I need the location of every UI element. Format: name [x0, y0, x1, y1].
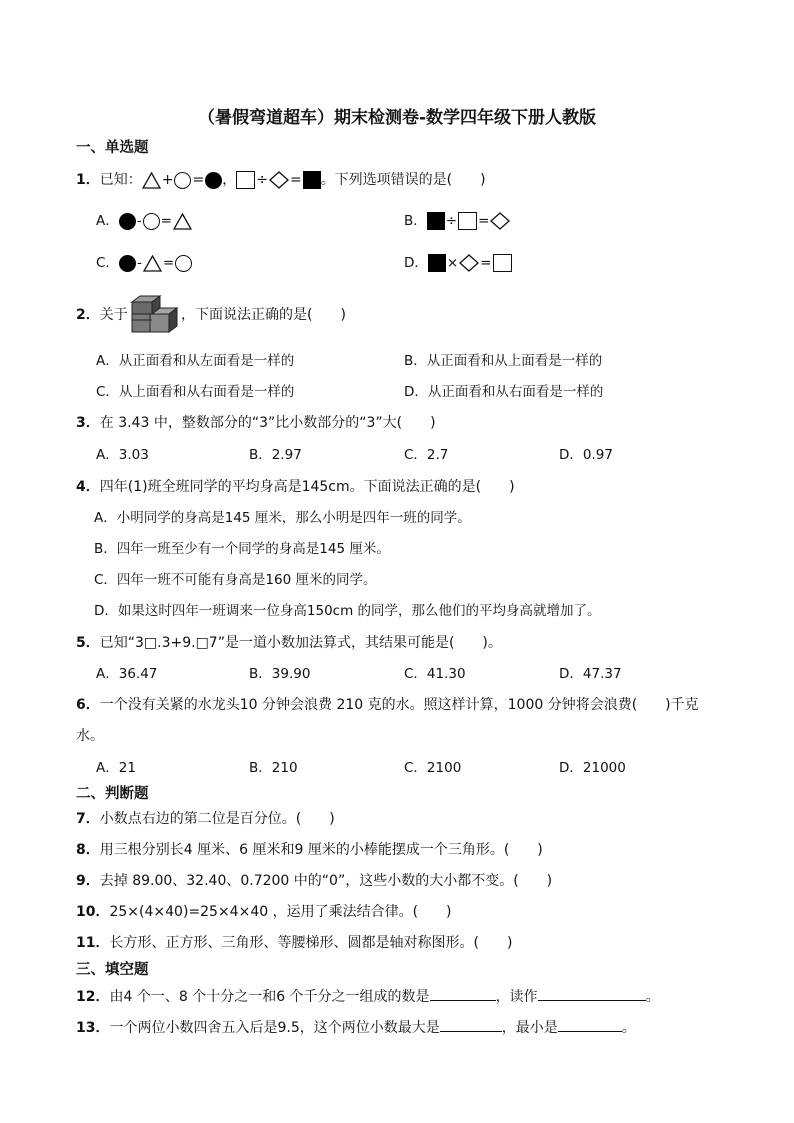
question-text: 。 — [645, 989, 660, 1005]
question-number: 2． — [76, 307, 100, 323]
question-text: 小数点右边的第二位是百分位。( ) — [99, 811, 335, 827]
question-text: 已知“3□.3+9.□7”是一道小数加法算式，其结果可能是( )。 — [99, 635, 502, 651]
minus-sign: - — [136, 213, 142, 229]
square-outline-icon — [493, 254, 512, 272]
square-filled-icon — [428, 254, 446, 272]
question-number: 12． — [76, 989, 110, 1005]
option-b[interactable] — [404, 211, 510, 231]
question-5 — [76, 633, 502, 653]
option-d[interactable]: D．47.37 — [559, 666, 622, 682]
option-d[interactable]: D．21000 — [559, 760, 626, 776]
question-2-suffix: ，下面说法正确的是( ) — [181, 307, 346, 323]
option-b[interactable]: B．从正面看和从上面看是一样的 — [404, 353, 603, 369]
question-text: 去掉 89.00、32.40、0.7200 中的“0”，这些小数的大小都不变。( ) — [99, 873, 553, 889]
question-text: ，最小是 — [501, 1020, 558, 1036]
option-b[interactable]: B．39.90 — [249, 666, 311, 682]
diamond-outline-icon — [490, 212, 510, 230]
question-10 — [76, 902, 452, 922]
plus-sign: + — [161, 172, 174, 188]
question-text: 。下列选项错误的是( ) — [320, 172, 486, 188]
question-number: 10． — [76, 904, 110, 920]
stacked-cubes-icon — [129, 294, 179, 334]
page-title: （暑假弯道超车）期末检测卷-数学四年级下册人教版 — [197, 108, 597, 128]
option-b[interactable]: B．210 — [249, 760, 298, 776]
question-text: 四年(1)班全班同学的平均身高是145cm。下面说法正确的是( ) — [99, 479, 515, 495]
equals-sign: = — [160, 213, 172, 229]
question-3 — [76, 413, 436, 433]
triangle-outline-icon — [142, 172, 161, 189]
square-filled-icon — [303, 171, 321, 189]
section-heading-fill-in: 三、填空题 — [76, 962, 149, 978]
question-number: 8． — [76, 842, 100, 858]
answer-blank[interactable] — [440, 1016, 502, 1032]
question-6-line-2: 水。 — [76, 728, 104, 744]
option-a[interactable]: A．21 — [96, 760, 136, 776]
question-7 — [76, 809, 335, 829]
question-number: 6． — [76, 697, 100, 713]
diamond-outline-icon — [269, 171, 289, 189]
square-outline-icon — [236, 171, 255, 189]
question-text: 一个两位小数四舍五入后是9.5，这个两位小数最大是 — [109, 1020, 440, 1036]
question-13 — [76, 1016, 636, 1038]
option-d[interactable]: D．如果这时四年一班调来一位身高150cm 的同学，那么他们的平均身高就增加了。 — [94, 603, 601, 619]
question-1 — [76, 170, 486, 190]
option-label: D． — [404, 255, 428, 271]
question-11 — [76, 933, 512, 953]
question-2 — [76, 305, 128, 325]
option-a[interactable]: A．从正面看和从左面看是一样的 — [96, 353, 295, 369]
option-c[interactable]: C．从上面看和从右面看是一样的 — [96, 384, 295, 400]
question-text: 由4 个一、8 个十分之一和6 个千分之一组成的数是 — [109, 989, 430, 1005]
option-c[interactable]: C．四年一班不可能有身高是160 厘米的同学。 — [94, 572, 377, 588]
equals-sign: = — [478, 213, 490, 229]
question-text: 在 3.43 中，整数部分的“3”比小数部分的“3”大( ) — [99, 415, 436, 431]
circle-filled-icon — [205, 172, 222, 189]
circle-filled-icon — [119, 255, 136, 272]
circle-outline-icon — [143, 213, 160, 230]
answer-blank[interactable] — [538, 985, 646, 1001]
question-text: 长方形、正方形、三角形、等腰梯形、圆都是轴对称图形。( ) — [109, 935, 513, 951]
question-4 — [76, 477, 515, 497]
answer-blank[interactable] — [430, 985, 496, 1001]
question-9 — [76, 871, 552, 891]
option-a[interactable]: A．小明同学的身高是145 厘米，那么小明是四年一班的同学。 — [94, 510, 471, 526]
circle-filled-icon — [119, 213, 136, 230]
question-text: 。 — [621, 1020, 636, 1036]
diamond-outline-icon — [459, 254, 479, 272]
option-d[interactable] — [404, 253, 512, 273]
equals-sign: = — [192, 172, 205, 188]
divide-sign: ÷ — [445, 213, 458, 229]
option-c[interactable]: C．2.7 — [404, 447, 449, 463]
equals-sign: = — [289, 172, 302, 188]
option-d[interactable]: D．从正面看和从右面看是一样的 — [404, 384, 604, 400]
option-a[interactable] — [96, 211, 192, 231]
square-filled-icon — [427, 212, 445, 230]
question-text: 关于 — [99, 307, 128, 323]
question-6 — [76, 695, 699, 715]
circle-outline-icon — [175, 255, 192, 272]
triangle-outline-icon — [143, 255, 162, 272]
question-number: 5． — [76, 635, 100, 651]
comma: ， — [222, 172, 237, 188]
circle-outline-icon — [174, 172, 191, 189]
option-c[interactable]: C．41.30 — [404, 666, 466, 682]
divide-sign: ÷ — [256, 172, 268, 188]
question-number: 11． — [76, 935, 110, 951]
question-number: 1． — [76, 172, 100, 188]
question-number: 7． — [76, 811, 100, 827]
equals-sign: = — [480, 255, 492, 271]
question-text: 已知： — [99, 172, 142, 188]
option-label: B． — [404, 213, 427, 229]
question-text: 一个没有关紧的水龙头10 分钟会浪费 210 克的水。照这样计算，1000 分钟将会浪费( )千克 — [99, 697, 699, 713]
question-number: 3． — [76, 415, 100, 431]
section-heading-true-false: 二、判断题 — [76, 786, 149, 802]
question-text: 25×(4×40)=25×4×40 ，运用了乘法结合律。( ) — [109, 904, 452, 920]
minus-sign: - — [136, 255, 142, 271]
question-12 — [76, 985, 660, 1007]
question-text: ，读作 — [495, 989, 538, 1005]
square-outline-icon — [458, 212, 477, 230]
question-text: 用三根分别长4 厘米、6 厘米和9 厘米的小棒能摆成一个三角形。( ) — [99, 842, 543, 858]
question-number: 13． — [76, 1020, 110, 1036]
question-8 — [76, 840, 543, 860]
question-number: 4． — [76, 479, 100, 495]
option-d[interactable]: D．0.97 — [559, 447, 613, 463]
section-heading-single-choice: 一、单选题 — [76, 140, 149, 156]
triangle-outline-icon — [173, 213, 192, 230]
multiply-sign: × — [446, 255, 459, 271]
option-c[interactable]: C．2100 — [404, 760, 462, 776]
option-a[interactable]: A．36.47 — [96, 666, 158, 682]
option-c[interactable] — [96, 253, 192, 273]
option-label: C． — [96, 255, 119, 271]
question-number: 9． — [76, 873, 100, 889]
option-b[interactable]: B．四年一班至少有一个同学的身高是145 厘米。 — [94, 541, 390, 557]
option-b[interactable]: B．2.97 — [249, 447, 302, 463]
option-label: A． — [96, 213, 119, 229]
option-a[interactable]: A．3.03 — [96, 447, 149, 463]
equals-sign: = — [162, 255, 175, 271]
answer-blank[interactable] — [558, 1016, 622, 1032]
